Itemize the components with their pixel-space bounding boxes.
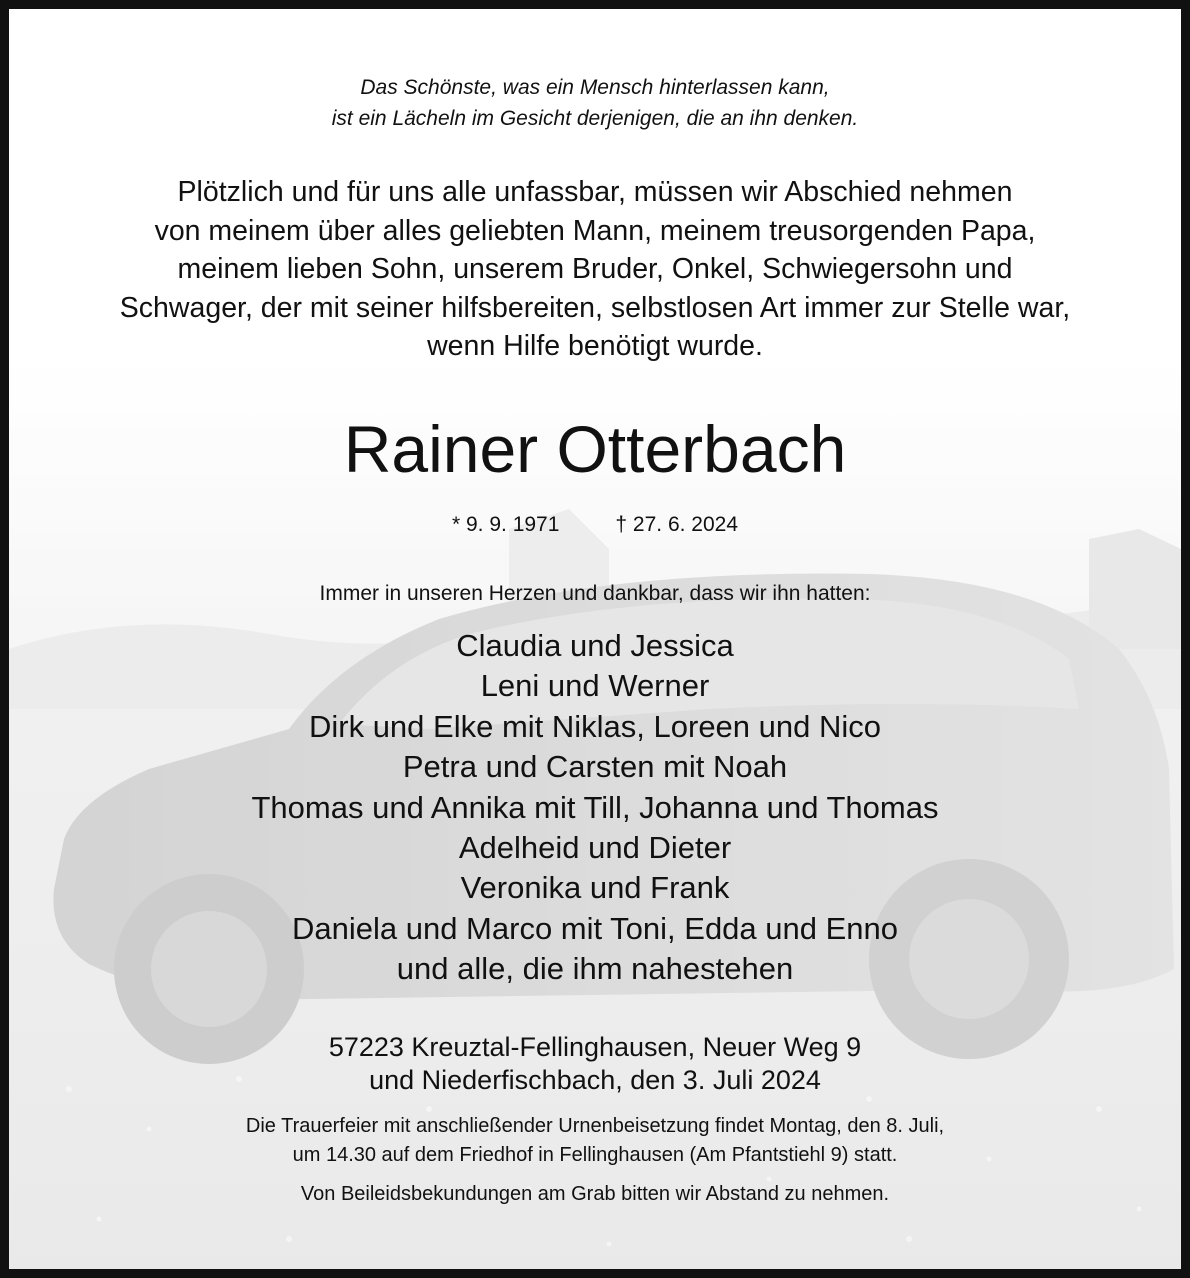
funeral-info-line-1: Die Trauerfeier mit anschließender Urnenbeisetzung findet Montag, den 8. Juli, [245, 1115, 945, 1137]
quote-line-2: ist ein Lächeln im Gesicht derjenigen, die an ihn denken. [331, 107, 859, 130]
condolence-note: Von Beileidsbekundungen am Grab bitten wir Abstand zu nehmen. [300, 1183, 890, 1205]
intro-line-4: Schwager, der mit seiner hilfsbereiten, selbstlosen Art immer zur Stelle war, [119, 291, 1071, 324]
intro-line-5: wenn Hilfe benötigt wurde. [427, 330, 763, 362]
family-line-8: Daniela und Marco mit Toni, Edda und Enno [291, 910, 899, 946]
life-dates [9, 511, 1181, 539]
notice-content [9, 9, 1181, 1269]
death-date: † 27. 6. 2024 [615, 513, 739, 536]
address-line-2: und Niederfischbach, den 3. Juli 2024 [369, 1065, 821, 1095]
intro-line-2: von meinem über alles geliebten Mann, meinem treusorgenden Papa, [154, 214, 1036, 247]
intro-line-3: meinem lieben Sohn, unserem Bruder, Onkel, Schwiegersohn und [177, 253, 1013, 285]
deceased-name: Rainer Otterbach [343, 412, 847, 486]
funeral-info-line-2: um 14.30 auf dem Friedhof in Fellinghausen (Am Pfantstiehl 9) statt. [292, 1143, 898, 1166]
family-line-6: Adelheid und Dieter [458, 830, 732, 865]
family-line-2: Leni und Werner [480, 668, 710, 704]
family-line-3: Dirk und Elke mit Niklas, Loreen und Nico [308, 708, 882, 744]
family-lead-text: Immer in unseren Herzen und dankbar, dass wir ihn hatten: [319, 582, 871, 605]
address-line-1: 57223 Kreuztal-Fellinghausen, Neuer Weg 9 [328, 1032, 862, 1062]
quote-line-1: Das Schönste, was ein Mensch hinterlassen kann, [360, 76, 830, 99]
family-line-5: Thomas und Annika mit Till, Johanna und Thomas [251, 789, 939, 825]
intro-line-1: Plötzlich und für uns alle unfassbar, müssen wir Abschied nehmen [177, 176, 1013, 208]
family-line-7: Veronika und Frank [460, 870, 730, 906]
birth-date: * 9. 9. 1971 [451, 513, 560, 536]
family-line-4: Petra und Carsten mit Noah [402, 749, 788, 785]
family-line-9: und alle, die ihm nahestehen [396, 951, 794, 987]
family-line-1: Claudia und Jessica [456, 628, 734, 663]
